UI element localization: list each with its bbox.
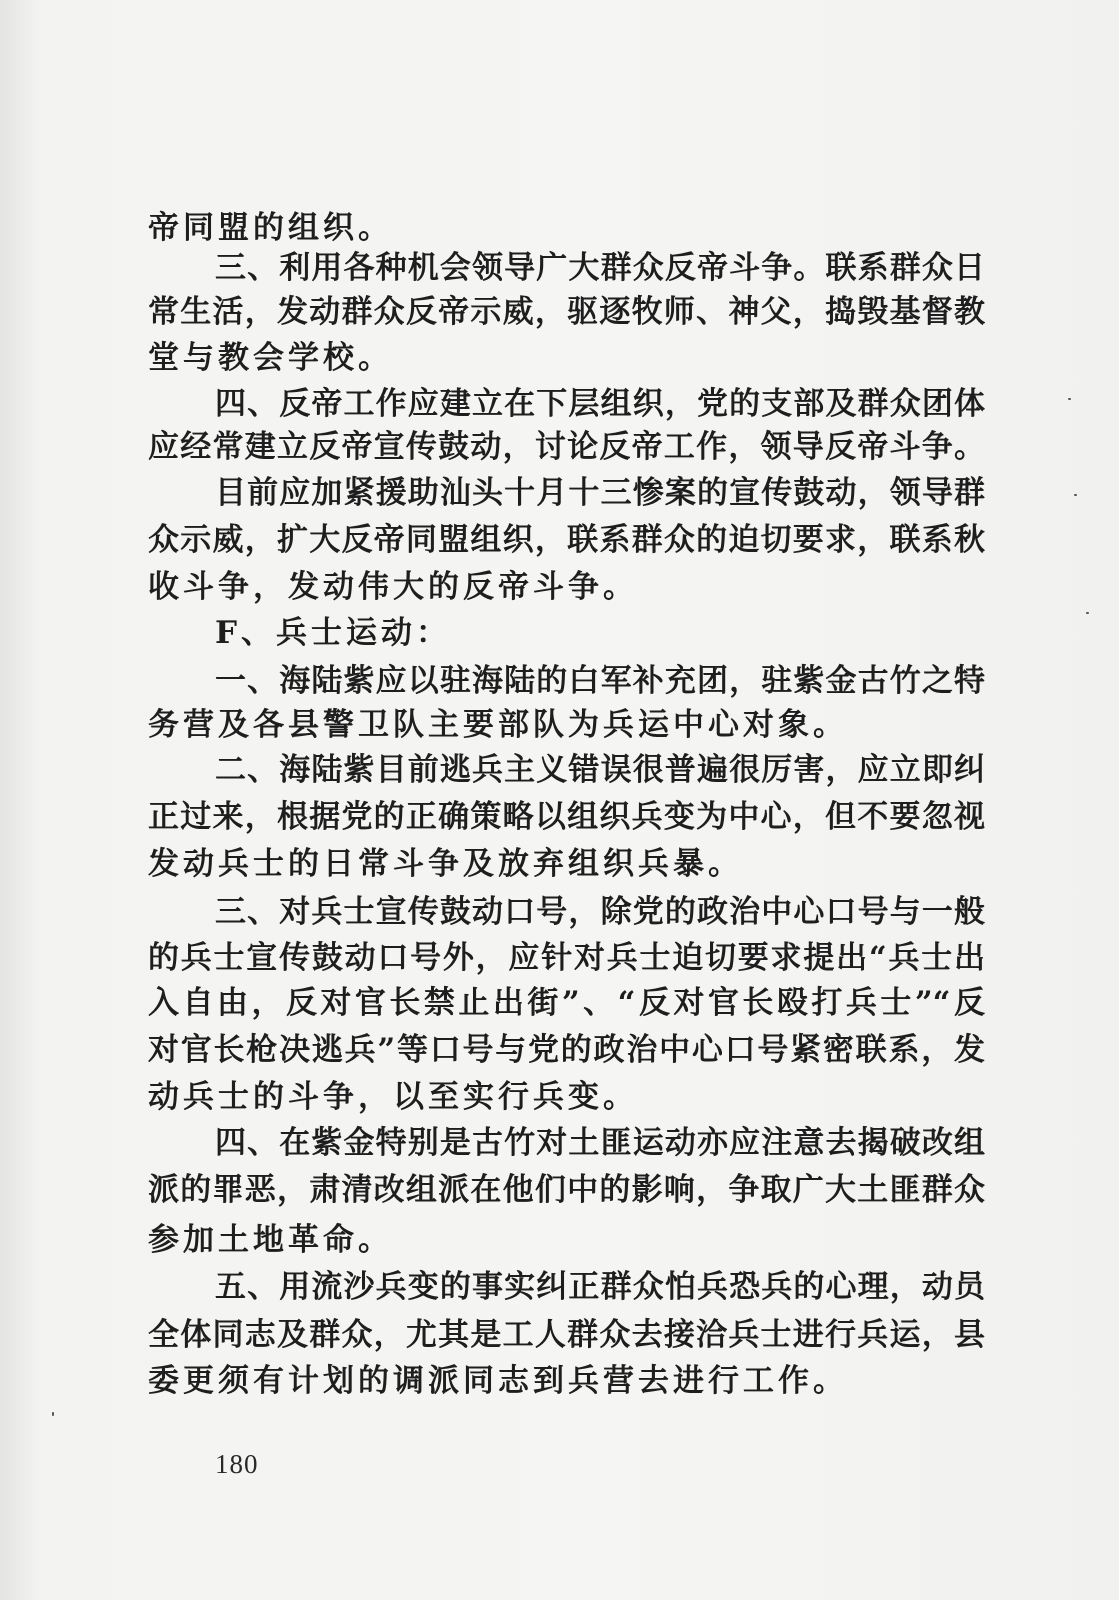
scan-speck [1068, 398, 1071, 400]
text-line: 参加土地革命。 [148, 1222, 393, 1258]
text-line: 对官长枪决逃兵”等口号与党的政治中心口号紧密联系，发 [148, 1032, 985, 1068]
text-line: 四、在紫金特别是古竹对土匪运动亦应注意去揭破改组 [215, 1125, 985, 1161]
text-line: 动兵士的斗争，以至实行兵变。 [148, 1079, 638, 1115]
text-line: 堂与教会学校。 [148, 340, 393, 376]
text-line: 三、对兵士宣传鼓动口号，除党的政治中心口号与一般 [215, 894, 985, 930]
scan-speck [1086, 612, 1089, 614]
text-line: 三、利用各种机会领导广大群众反帝斗争。联系群众日 [215, 250, 985, 286]
text-line: 五、用流沙兵变的事实纠正群众怕兵恐兵的心理，动员 [215, 1269, 985, 1305]
text-line: 收斗争，发动伟大的反帝斗争。 [148, 569, 638, 605]
text-line: 四、反帝工作应建立在下层组织，党的支部及群众团体 [215, 386, 985, 422]
scan-speck [1074, 494, 1077, 496]
text-line: 帝同盟的组织。 [148, 210, 393, 246]
text-line: 一、海陆紫应以驻海陆的白军补充团，驻紫金古竹之特 [215, 663, 985, 699]
text-line: 众示威，扩大反帝同盟组织，联系群众的迫切要求，联系秋 [148, 522, 985, 558]
text-line: 派的罪恶，肃清改组派在他们中的影响，争取广大土匪群众 [148, 1172, 985, 1208]
text-line: 入自由，反对官长禁止出街”、“反对官长殴打兵士”“反 [148, 985, 985, 1021]
text-line: 目前应加紧援助汕头十月十三惨案的宣传鼓动，领导群 [215, 475, 985, 511]
text-line: 的兵士宣传鼓动口号外，应针对兵士迫切要求提出“兵士出 [148, 940, 985, 976]
text-line: 发动兵士的日常斗争及放弃组织兵暴。 [148, 846, 743, 882]
text-line: 二、海陆紫目前逃兵主义错误很普遍很厉害，应立即纠 [215, 752, 985, 788]
section-heading: F、兵士运动： [215, 615, 452, 651]
text-line: 正过来，根据党的正确策略以组织兵变为中心，但不要忽视 [148, 799, 985, 835]
page-number: 180 [215, 1449, 259, 1479]
text-line: 常生活，发动群众反帝示威，驱逐牧师、神父，捣毁基督教 [148, 294, 985, 330]
text-line: 应经常建立反帝宣传鼓动，讨论反帝工作，领导反帝斗争。 [148, 429, 985, 465]
text-line: 委更须有计划的调派同志到兵营去进行工作。 [148, 1363, 848, 1399]
text-line: 务营及各县警卫队主要部队为兵运中心对象。 [148, 707, 848, 743]
scan-speck [52, 1412, 54, 1416]
text-line: 全体同志及群众，尤其是工人群众去接洽兵士进行兵运，县 [148, 1317, 985, 1353]
